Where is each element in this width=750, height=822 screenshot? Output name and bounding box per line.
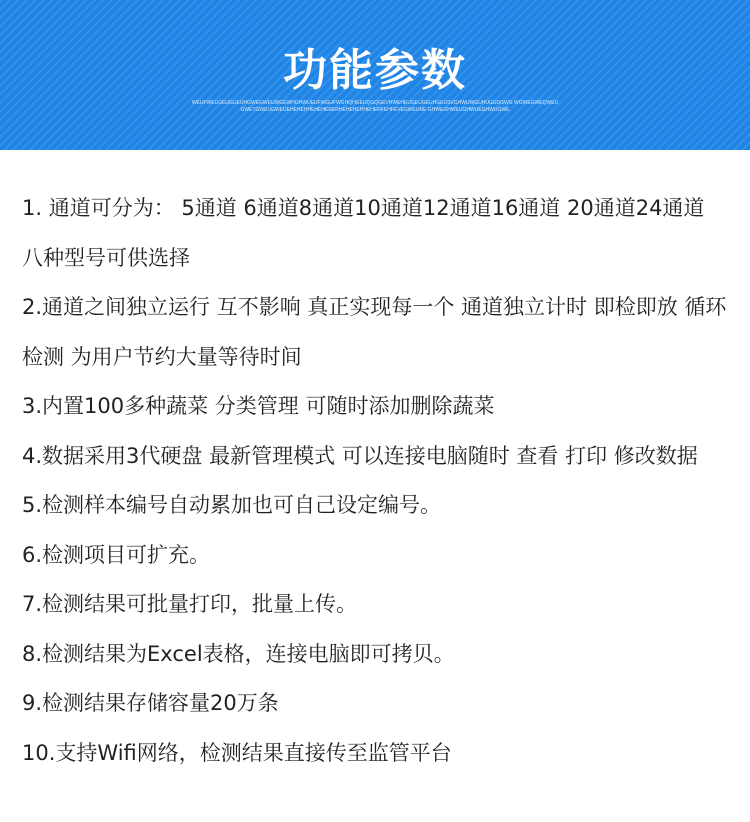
param-item-10: 10.支持Wifi网络，检测结果直接传至监管平台: [22, 740, 452, 765]
param-list: [0, 184, 750, 778]
param-item-5: 5.检测样本编号自动累加也可自己设定编号。: [22, 493, 442, 517]
param-item-2: 2.通道之间独立运行 互不影响 真正实现每一个 通道独立计时 即检即放 循环检测 为用户节约大量等待时间: [22, 295, 727, 369]
page-title: 功能参数: [283, 45, 467, 96]
param-item-1: 1. 通道可分为： 5通道 6通道8通道10通道12通道16通道 20通道24通道 八种型号可供选择: [22, 196, 705, 270]
param-item-6: 6.检测项目可扩充。: [22, 542, 211, 567]
param-item-9: 9.检测结果存储容量20万条: [22, 691, 279, 715]
param-item-8: 8.检测结果为Excel表格，连接电脑即可拷贝。: [22, 641, 455, 666]
param-item-3: 3.内置100多种蔬菜 分类管理 可随时添加删除蔬菜: [22, 394, 495, 418]
param-item-4: 4.数据采用3代硬盘 最新管理模式 可以连接电脑随时 查看 打印 修改数据: [22, 443, 698, 468]
params-content: [0, 150, 750, 778]
decorative-subtitle: WEUFWEUGEUGUEUHGWEGWEUWGEWHGHWUEUFWGUFWGHQHGEUQGQGEVHWEHEUGEUGEUHGEUSVGHWUWGUHUGUDGWG WGWEGWEQWEUGWETGWEUGWEUEHEHEHHEHEHERERHEHEHEHHEHERFEHFEVEGWEURE GHWEGHWEUGHWUEGHWUGWE: [191, 100, 559, 113]
header-banner: [0, 0, 750, 150]
param-item-7: 7.检测结果可批量打印，批量上传。: [22, 592, 358, 616]
